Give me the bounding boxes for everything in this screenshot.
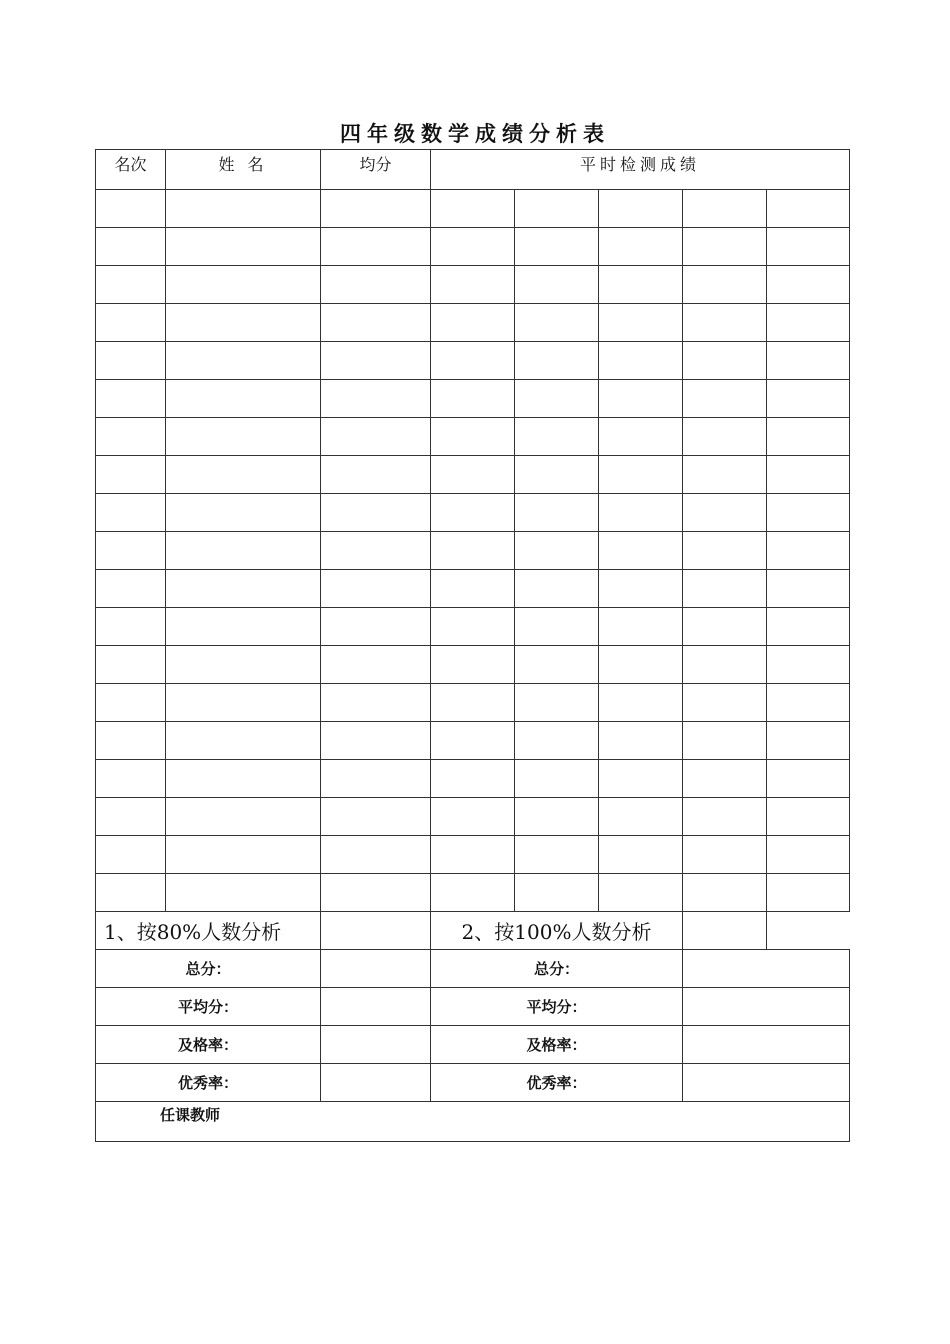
value-total-100[interactable] [683,950,850,988]
score-cell[interactable] [683,760,767,798]
rank-cell[interactable] [96,456,166,494]
table-row [96,456,850,494]
score-cell[interactable] [767,684,850,722]
score-cell[interactable] [599,380,683,418]
average-cell[interactable] [321,380,431,418]
score-cell[interactable] [683,570,767,608]
average-cell[interactable] [321,304,431,342]
score-cell[interactable] [767,608,850,646]
score-cell[interactable] [599,418,683,456]
rank-cell[interactable] [96,570,166,608]
score-cell[interactable] [431,608,515,646]
score-cell[interactable] [599,798,683,836]
value-pass-rate-100[interactable] [683,1026,850,1064]
table-row [96,494,850,532]
average-cell[interactable] [321,836,431,874]
score-cell[interactable] [767,342,850,380]
teacher-row [96,1102,850,1142]
rank-cell[interactable] [96,646,166,684]
score-cell[interactable] [599,228,683,266]
name-cell[interactable] [166,570,321,608]
score-cell[interactable] [683,646,767,684]
score-cell[interactable] [683,266,767,304]
page-title: 四年级数学成绩分析表 [340,121,610,146]
score-cell[interactable] [599,456,683,494]
average-cell[interactable] [321,342,431,380]
name-cell[interactable] [166,608,321,646]
score-cell[interactable] [683,190,767,228]
label-excellent-rate-100: 优秀率： [431,1064,683,1102]
score-cell[interactable] [599,266,683,304]
score-cell[interactable] [599,304,683,342]
score-cell[interactable] [515,304,599,342]
average-cell[interactable] [321,760,431,798]
score-cell[interactable] [683,532,767,570]
score-cell[interactable] [515,456,599,494]
value-excellent-rate-80[interactable] [321,1064,431,1102]
score-cell[interactable] [767,494,850,532]
table-row [96,304,850,342]
average-cell[interactable] [321,190,431,228]
score-cell[interactable] [599,760,683,798]
score-cell[interactable] [767,760,850,798]
name-cell[interactable] [166,266,321,304]
name-cell[interactable] [166,228,321,266]
score-cell[interactable] [767,228,850,266]
score-cell[interactable] [767,570,850,608]
score-cell[interactable] [767,190,850,228]
score-cell[interactable] [683,418,767,456]
score-cell[interactable] [599,532,683,570]
value-excellent-rate-100[interactable] [683,1064,850,1102]
score-cell[interactable] [431,342,515,380]
score-cell[interactable] [683,608,767,646]
score-cell[interactable] [599,836,683,874]
score-cell[interactable] [515,228,599,266]
value-total-80[interactable] [321,950,431,988]
value-pass-rate-80[interactable] [321,1026,431,1064]
name-cell[interactable] [166,304,321,342]
rank-cell[interactable] [96,304,166,342]
score-cell[interactable] [683,228,767,266]
score-cell[interactable] [515,380,599,418]
header-average: 均分 [321,150,431,190]
blank-cell [767,912,850,950]
score-cell[interactable] [515,760,599,798]
average-cell[interactable] [321,874,431,912]
average-cell[interactable] [321,456,431,494]
average-cell[interactable] [321,684,431,722]
table-row [96,380,850,418]
average-cell[interactable] [321,608,431,646]
blank-cell[interactable] [683,912,767,950]
score-cell[interactable] [683,456,767,494]
score-cell[interactable] [599,874,683,912]
score-cell[interactable] [767,874,850,912]
analysis-row [96,988,850,1026]
score-cell[interactable] [767,304,850,342]
rank-cell[interactable] [96,684,166,722]
value-average-80[interactable] [321,988,431,1026]
score-cell[interactable] [515,798,599,836]
analysis-row [96,1026,850,1064]
name-cell[interactable] [166,874,321,912]
score-cell[interactable] [683,874,767,912]
rank-cell[interactable] [96,380,166,418]
name-cell[interactable] [166,760,321,798]
score-cell[interactable] [431,266,515,304]
name-cell[interactable] [166,380,321,418]
score-cell[interactable] [515,266,599,304]
score-cell[interactable] [515,646,599,684]
rank-cell[interactable] [96,760,166,798]
table-row [96,608,850,646]
score-cell[interactable] [431,456,515,494]
score-cell[interactable] [599,190,683,228]
score-cell[interactable] [599,684,683,722]
header-regular-scores: 平时检测成绩 [431,150,850,190]
score-cell[interactable] [431,190,515,228]
score-cell[interactable] [515,874,599,912]
label-average-100: 平均分： [431,988,683,1026]
table-row [96,190,850,228]
blank-cell[interactable] [321,912,431,950]
rank-cell[interactable] [96,798,166,836]
score-cell[interactable] [431,760,515,798]
name-cell[interactable] [166,798,321,836]
table-row [96,722,850,760]
name-cell[interactable] [166,836,321,874]
table-row [96,228,850,266]
name-cell[interactable] [166,684,321,722]
table-row [96,874,850,912]
score-cell[interactable] [767,266,850,304]
score-cell[interactable] [683,304,767,342]
score-cell[interactable] [767,722,850,760]
table-row [96,836,850,874]
score-cell[interactable] [599,494,683,532]
score-cell[interactable] [767,836,850,874]
table-row [96,760,850,798]
score-cell[interactable] [515,684,599,722]
header-name: 姓 名 [166,150,321,190]
score-cell[interactable] [599,722,683,760]
rank-cell[interactable] [96,266,166,304]
table-row [96,570,850,608]
table-row [96,798,850,836]
label-pass-rate-80: 及格率： [96,1026,321,1064]
value-average-100[interactable] [683,988,850,1026]
score-cell[interactable] [515,722,599,760]
score-cell[interactable] [431,798,515,836]
score-cell[interactable] [683,836,767,874]
score-cell[interactable] [683,380,767,418]
name-cell[interactable] [166,190,321,228]
label-excellent-rate-80: 优秀率： [96,1064,321,1102]
score-cell[interactable] [599,608,683,646]
score-cell[interactable] [515,342,599,380]
average-cell[interactable] [321,418,431,456]
name-cell[interactable] [166,456,321,494]
average-cell[interactable] [321,646,431,684]
score-cell[interactable] [767,418,850,456]
label-average-80: 平均分： [96,988,321,1026]
section-80-title: 1、按80%人数分析 [96,912,321,950]
rank-cell[interactable] [96,494,166,532]
table-row [96,646,850,684]
score-cell[interactable] [515,190,599,228]
rank-cell[interactable] [96,532,166,570]
score-cell[interactable] [431,722,515,760]
rank-cell[interactable] [96,418,166,456]
score-cell[interactable] [431,418,515,456]
average-cell[interactable] [321,532,431,570]
score-cell[interactable] [767,798,850,836]
score-cell[interactable] [431,380,515,418]
score-cell[interactable] [767,380,850,418]
analysis-row [96,950,850,988]
name-cell[interactable] [166,722,321,760]
rank-cell[interactable] [96,836,166,874]
table-row [96,266,850,304]
score-cell[interactable] [683,722,767,760]
rank-cell[interactable] [96,190,166,228]
header-rank: 名次 [96,150,166,190]
score-cell[interactable] [431,304,515,342]
score-cell[interactable] [515,532,599,570]
teacher-label: 任课教师 [96,1102,850,1142]
score-cell[interactable] [683,798,767,836]
label-total-100: 总分： [431,950,683,988]
section-100-title: 2、按100%人数分析 [431,912,683,950]
score-cell[interactable] [431,228,515,266]
average-cell[interactable] [321,266,431,304]
score-cell[interactable] [431,646,515,684]
score-cell[interactable] [683,684,767,722]
score-cell[interactable] [515,570,599,608]
score-analysis-table [95,149,850,1142]
rank-cell[interactable] [96,228,166,266]
name-cell[interactable] [166,418,321,456]
score-cell[interactable] [515,418,599,456]
score-cell[interactable] [683,342,767,380]
rank-cell[interactable] [96,608,166,646]
score-cell[interactable] [431,684,515,722]
analysis-row [96,1064,850,1102]
table-row [96,342,850,380]
table-row [96,684,850,722]
score-cell[interactable] [431,532,515,570]
score-cell[interactable] [599,342,683,380]
score-cell[interactable] [767,456,850,494]
name-cell[interactable] [166,532,321,570]
name-cell[interactable] [166,342,321,380]
score-cell[interactable] [599,646,683,684]
score-cell[interactable] [599,570,683,608]
score-cell[interactable] [431,836,515,874]
label-pass-rate-100: 及格率： [431,1026,683,1064]
rank-cell[interactable] [96,342,166,380]
rank-cell[interactable] [96,874,166,912]
score-cell[interactable] [767,646,850,684]
average-cell[interactable] [321,722,431,760]
score-cell[interactable] [431,570,515,608]
header-row [96,150,850,190]
table-row [96,418,850,456]
average-cell[interactable] [321,570,431,608]
score-cell[interactable] [515,494,599,532]
score-cell[interactable] [683,494,767,532]
score-cell[interactable] [431,494,515,532]
name-cell[interactable] [166,494,321,532]
label-total-80: 总分： [96,950,321,988]
average-cell[interactable] [321,494,431,532]
score-cell[interactable] [431,874,515,912]
average-cell[interactable] [321,798,431,836]
score-cell[interactable] [767,532,850,570]
average-cell[interactable] [321,228,431,266]
score-cell[interactable] [515,608,599,646]
name-cell[interactable] [166,646,321,684]
rank-cell[interactable] [96,722,166,760]
score-cell[interactable] [515,836,599,874]
analysis-section-row [96,912,850,950]
table-row [96,532,850,570]
